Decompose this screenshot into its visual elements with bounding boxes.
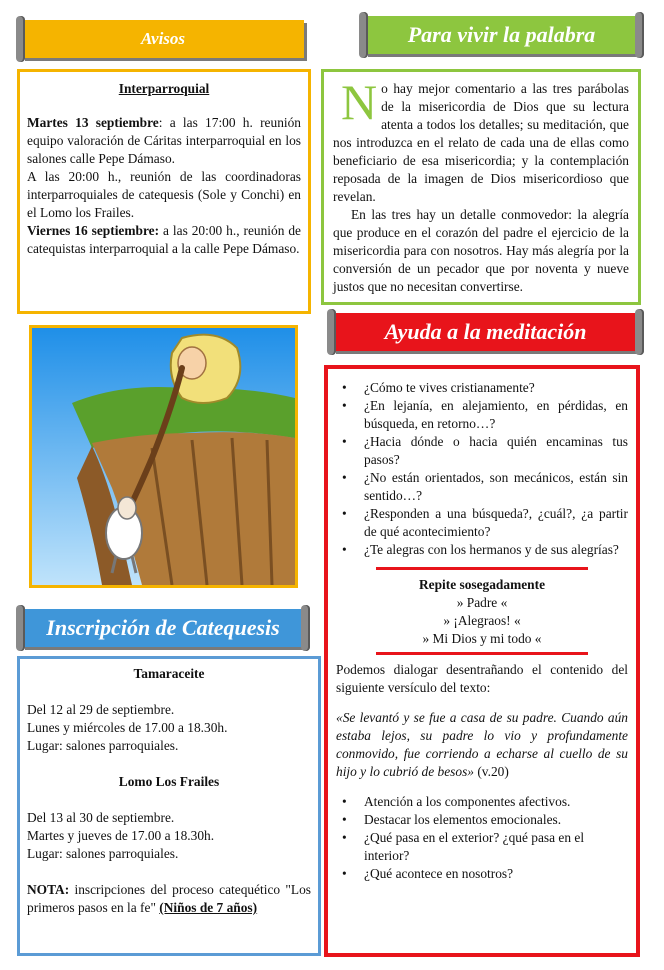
avisos-box (17, 69, 311, 314)
quote-ref: (v.20) (473, 764, 509, 779)
avisos-text-1: : a las 17:00 h. reunión equipo valoración de Cáritas interparroquial en los salones calle Pepe Dámaso. (27, 115, 302, 166)
divider (376, 567, 588, 570)
list-item: • ¿Cómo te vives cristianamente? (336, 379, 628, 397)
list-item: • ¿Hacia dónde o hacia quién encaminas tus pasos? (336, 433, 628, 469)
quote-paragraph (336, 709, 628, 781)
catequesis-box (17, 656, 321, 956)
catequesis-banner (22, 609, 304, 647)
palabra-text-1: o hay mejor comentario a las tres parábolas de la misericordia de Dios que su lectura atenta a todos los detalles; su meditación, que nos introduzca en el relato de cada una de ellas como beneficiario de esa misericordia; y la contemplación reposada de la imagen de Dios misericordioso que revelan. (333, 81, 629, 204)
palabra-banner-title: Para vivir la palabra (407, 22, 596, 47)
avisos-text-3: a las 20:00 h., reunión de catequistas interparroquial a la calle Pepe Dámaso. (27, 223, 301, 256)
avisos-paragraph-1 (27, 114, 301, 168)
tamaraceite-line: Lunes y miércoles de 17.00 a 18.30h. (27, 720, 228, 735)
repite-line: » Padre « (456, 595, 508, 610)
lomo-title: Lomo Los Frailes (118, 774, 220, 789)
tamaraceite-line: Lugar: salones parroquiales. (27, 738, 179, 753)
meditacion-questions (336, 379, 628, 559)
list-item: • ¿En lejanía, en alejamiento, en pérdidas, en búsqueda, en retorno…? (336, 397, 628, 433)
list-item: • Destacar los elementos emocionales. (336, 811, 628, 829)
meditacion-box (324, 365, 640, 957)
palabra-dropcap: N (341, 74, 378, 130)
avisos-paragraph-2: A las 20:00 h., reunión de las coordinadoras interparroquiales de catequesis (Sole y Conchi) en el Lomo los Frailes. (27, 169, 301, 220)
list-item: • Atención a los componentes afectivos. (336, 793, 628, 811)
list-item: • ¿Qué pasa en el exterior? ¿qué pasa en el interior? (336, 829, 628, 865)
banner-curl-right (635, 12, 644, 58)
catequesis-banner-title: Inscripción de Catequesis (46, 615, 280, 640)
repite-line: » ¡Alegraos! « (443, 613, 521, 628)
sheep-head (118, 497, 136, 519)
avisos-paragraph-3 (27, 222, 301, 258)
list-item: • ¿Qué acontece en nosotros? (336, 865, 628, 883)
lomo-line: Martes y jueves de 17.00 a 18.30h. (27, 828, 215, 843)
banner-curl-right (635, 309, 644, 355)
banner-curl-left (359, 12, 368, 58)
meditacion-banner-title: Ayuda a la meditación (384, 319, 587, 344)
palabra-paragraph-2: En las tres hay un detalle conmovedor: la alegría que produce en el corazón del padre el ejercicio de la misericordia para con nosotros. Hay más alegría por la conversión de un pecador que por noventa y nueve justos que no necesitan convertirse. (333, 207, 629, 294)
shepherd-rescuing-sheep-illustration (29, 325, 298, 588)
banner-curl-left (16, 16, 25, 62)
avisos-banner (22, 20, 304, 58)
meditacion-banner (333, 313, 638, 351)
repite-title: Repite sosegadamente (418, 577, 546, 592)
nota-text: inscripciones del proceso catequético "Los primeros pasos en la fe" (27, 882, 311, 915)
banner-curl-left (327, 309, 336, 355)
meditacion-points (336, 793, 628, 883)
banner-curl-right (301, 605, 310, 651)
quote-text: «Se levantó y se fue a casa de su padre. Cuando aún estaba lejos, su padre lo vio y profundamente conmovido, fue corriendo a echarse al cuello de su hijo y lo cubrió de besos» (336, 710, 628, 779)
list-item: • ¿Te alegras con los hermanos y de sus alegrías? (336, 541, 628, 559)
palabra-paragraph-1 (333, 74, 629, 206)
lomo-line: Lugar: salones parroquiales. (27, 846, 179, 861)
tamaraceite-line: Del 12 al 29 de septiembre. (27, 702, 175, 717)
nota-label: NOTA: (27, 882, 70, 897)
palabra-banner (365, 16, 638, 54)
lomo-line: Del 13 al 30 de septiembre. (27, 810, 175, 825)
nota-emphasis: (Niños de 7 años) (159, 900, 258, 915)
repite-line: » Mi Dios y mi todo « (422, 631, 542, 646)
nota-paragraph (27, 881, 311, 917)
avisos-date-1: Martes 13 septiembre (27, 115, 159, 130)
dialogar-text: Podemos dialogar desentrañando el contenido del siguiente versículo del texto: (336, 662, 628, 695)
list-item: • ¿No están orientados, son mecánicos, están sin sentido…? (336, 469, 628, 505)
avisos-date-3: Viernes 16 septiembre: (27, 223, 160, 238)
banner-curl-left (16, 605, 25, 651)
avisos-heading: Interparroquial (118, 81, 210, 96)
avisos-banner-title: Avisos (140, 29, 186, 48)
tamaraceite-title: Tamaraceite (133, 666, 205, 681)
list-item: • ¿Responden a una búsqueda?, ¿cuál?, ¿a partir de qué acontecimiento? (336, 505, 628, 541)
divider (376, 652, 588, 655)
palabra-box (321, 69, 641, 305)
illustration-svg (32, 328, 295, 585)
